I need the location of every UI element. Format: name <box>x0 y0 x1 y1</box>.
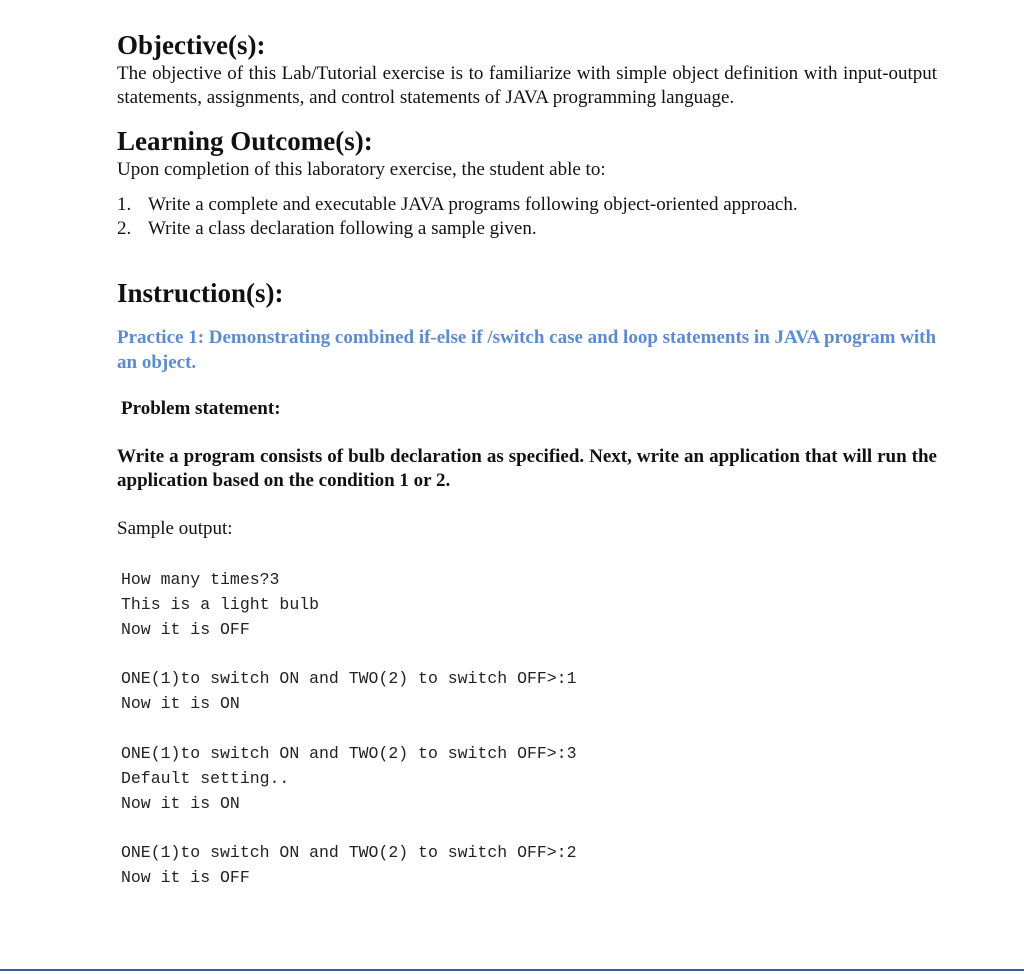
console-line: Default setting.. <box>121 769 290 788</box>
console-block <box>117 666 937 716</box>
instruction-heading: Instruction(s): <box>117 278 284 308</box>
learning-outcome-heading: Learning Outcome(s): <box>117 126 373 156</box>
console-line: Now it is OFF <box>121 620 250 639</box>
console-block <box>117 840 937 890</box>
sample-output-label: Sample output: <box>117 518 233 539</box>
problem-statement-text: Write a program consists of bulb declaration as specified. Next, write an application that will run the application based on the condition 1 or 2. <box>117 446 937 491</box>
console-line: How many times?3 <box>121 570 280 589</box>
practice-title: Practice 1: Demonstrating combined if-else if /switch case and loop statements in JAVA program with an object. <box>117 327 937 373</box>
list-item <box>117 193 937 217</box>
console-line: ONE(1)to switch ON and TWO(2) to switch OFF>:2 <box>121 843 577 862</box>
learning-outcome-intro: Upon completion of this laboratory exercise, the student able to: <box>117 159 606 180</box>
list-item-number: 2. <box>117 218 132 239</box>
sample-output <box>117 567 937 890</box>
page-bottom-rule <box>0 969 1024 971</box>
problem-statement-heading: Problem statement: <box>121 398 281 419</box>
console-line: ONE(1)to switch ON and TWO(2) to switch OFF>:3 <box>121 744 577 763</box>
list-item <box>117 217 937 241</box>
list-item-number: 1. <box>117 194 132 215</box>
objective-heading: Objective(s): <box>117 30 266 60</box>
objective-text: The objective of this Lab/Tutorial exercise is to familiarize with simple object definition with input-output statements, assignments, and control statements of JAVA programming language. <box>117 63 937 108</box>
list-item-text: Write a class declaration following a sample given. <box>148 218 537 239</box>
learning-outcome-list <box>117 193 937 241</box>
document-page <box>117 28 937 890</box>
console-line: Now it is ON <box>121 794 240 813</box>
console-line: ONE(1)to switch ON and TWO(2) to switch OFF>:1 <box>121 669 577 688</box>
console-line: This is a light bulb <box>121 595 320 614</box>
list-item-text: Write a complete and executable JAVA programs following object-oriented approach. <box>148 194 798 215</box>
console-block <box>117 741 937 816</box>
console-block <box>117 567 937 642</box>
console-line: Now it is OFF <box>121 868 250 887</box>
console-line: Now it is ON <box>121 694 240 713</box>
